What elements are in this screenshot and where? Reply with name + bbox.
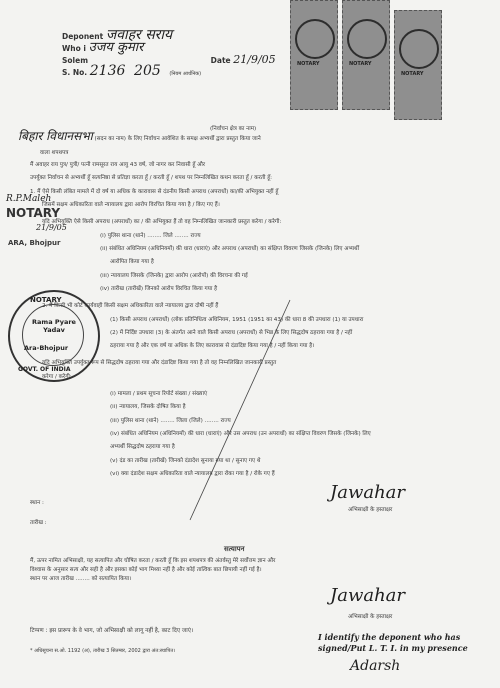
revenue-stamp-2: NOTARY [342,0,390,110]
body-line: अभ्यर्थी सिद्धदोष ठहराया गया है [110,444,175,451]
body-line: (i) मामला / प्रथम सूचना रिपोर्ट संख्या / संख्याएं [110,390,208,397]
body-line: (v) दंड का तारीख (तारीखें) जिनको दंडादेश सुनाया गया था / सुनाए गए थे [110,457,261,464]
body-line: आरोपित किया गया है [110,259,154,266]
place-label: स्थान : [30,500,44,506]
body-line: मैं अवाहर राय पुत्र/ पुत्री/ पत्नी रामसूरत राय आयु 43 वर्ष, जो नागर कर निवासी हूँ और [30,162,206,168]
deponent-signature-1: Jawahar [330,482,406,503]
body-line: 2. मैं किसी भी कोर्ट कार्यवाही किसी सक्षम अधिकारिता वाले न्यायालय द्वारा दोषी नहीं हैं [42,303,219,310]
revenue-stamp-3: NOTARY [394,10,442,120]
notary-word: NOTARY [6,206,61,220]
footer-note: टिप्पण : इस प्रारूप के वे भाग, जो अभिसाक्षी को लागू नहीं है, काट दिए जाएं। [30,628,194,634]
affidavit-line: वाला शपथपत्र [40,150,69,156]
verification-title: सत्यापन [224,545,245,553]
seal-name: Rama Pyare Yadav [32,318,76,334]
seal-place: Ara-Bhojpur [24,344,69,352]
body-line: (iv) संबंधित अधिनियम (अधिनियमों) की धारा (धाराएं) और उस अपराध (उन अपराधों) का संक्षिप्त विवरण जिसके (जिनके) लिए [110,431,371,437]
constituency-note: (निर्वाचन क्षेत्र का नाम) [210,126,257,132]
body-line: करेगा / करेगी: [42,373,72,380]
house-line: बिहार विधानसभा (सदन का नाम) के लिए निर्वाचन आवेशित के समक्ष अभ्यर्थी द्वारा प्रस्तुत किया जाने [18,129,261,143]
body-line: (2) में निर्दिष्ट उपधारा (3) के अंतर्गत आने वाले किसी अपराध (अपराधों) से भिन्न के लिए सिद्धदोष ठहराया गया है / नहीं [110,330,353,336]
seal-top-text: NOTARY [30,296,62,304]
body-line: (vi) क्या दंडादेश सक्षम अधिकारिता वाले न्यायालय द्वारा रोका गया है / रोके गए हैं [110,471,275,478]
identify-line-1: I identify the deponent who has [318,632,461,642]
body-line: (iv) तारीख (तारीखें) जिनको आरोप विरचित किया गया है [100,286,218,293]
body-line: (ii) संबंधित अधिनियम (अधिनियमों) की धारा (धाराएं) और अपराध (अपराधों) का संक्षिप्त विवरण जिसके (जिनके) लिए अभ्यर्थी [100,246,360,252]
seal-bottom-text: GOVT. OF INDIA [18,366,71,373]
notary-location: ARA, Bhojpur [8,239,61,247]
deponent-signature-2: Jawahar [330,585,406,606]
identify-line-2: signed/Put L. T. I. in my presence [318,643,468,653]
signature-caption-1: अभिसाक्षी के हस्ताक्षर [348,507,393,513]
body-line: (iii) पुलिस थाना (थाने) ........ जिला (जिले) ........ राज्य [110,417,231,424]
body-line: यदि अभियुक्ति ऐसे किसी अपराध (अपराधों) का / की अभियुक्त हैं तो वह निम्नलिखित जानकारी प्रस्तुत करेगा / करेगी: [42,219,282,226]
body-line: जिसमें सक्षम अधिकारिता वाले न्यायालय द्वारा आरोप विरचित किया गया है / किए गए हैं। [42,202,220,209]
verification-line-1: मैं, ऊपर नामित अभिसाक्षी, यह सत्यापित और घोषित करता / करती हूँ कि इस शपथपत्र की अंतर्वस्तु मेरे सर्वोत्तम ज्ञान और [30,558,276,564]
body-line: उपर्युक्त निर्वाचन से अभ्यर्थी हूँ सत्यनिष्ठा से प्रतिज्ञा करता हूँ / करती हूँ / शपथ पर निम्नलिखित कथन करता हूँ / करती हूँ: [30,175,273,182]
body-line: (i) पुलिस थाना (थाने) ........ जिले ........ राज्य [100,232,201,239]
body-line: (1) किसी अपराध (अपराधों) (लोक प्रतिनिधित्व अधिनियम, 1951 (1951 का 43) की धारा 8 की उपधारा (1) या उपधारा [110,316,364,323]
identifier-signature: Adarsh [350,658,401,674]
verification-line-3: स्थान पर आज तारीख ........ को सत्यापित किया। [30,576,132,582]
rp-mark: R.P.Maleh [6,194,52,204]
verification-line-2: विश्वास के अनुसार सत्य और सही है और इसका कोई भाग मिथ्या नहीं है और कोई तात्विक बात छिपायी नहीं गई है। [30,567,262,573]
body-line: यदि अभियुक्ति उपर्युक्त रूप से सिद्धदोष ठहराया गया और दंडादिष्ट किया गया है तो वह निम्नलिखित जानकारी प्रस्तुत [42,360,277,367]
revenue-stamp-1: NOTARY [290,0,338,110]
notary-date: 21/9/05 [36,223,67,232]
body-line: ठहराया गया है और एक वर्ष या अधिक के लिए कारावास से दंडादिष्ट किया गया है / नहीं किया गया है। [110,343,315,350]
deponent-stamp: Deponent जवाहर सराय Who i उजय कुमार Solem Date 21/9/05 S. No. 2136 205 (नियम आर्थनिक) [62,27,276,79]
date-label: तारीख : [30,520,47,526]
signature-caption-2: अभिसाक्षी के हस्ताक्षर [348,614,393,620]
body-line: (iii) न्यायालय जिसके (जिनके) द्वारा आरोप (आरोपों) की विरचना की गई [100,272,248,279]
body-line: 1. मैं ऐसे किसी लंबित मामले में दो वर्ष या अधिक के कारावास से दंडनीय किसी अपराध (अपराधों) का/की अभियुक्त नहीं हूँ [30,188,279,195]
body-line: (ii) न्यायालय, जिसके दोषित किया है [110,404,186,411]
footer-footnote: * अधिसूचना स.ओ. 1192 (अ), तारीख 3 सितम्बर, 2002 द्वारा अंत:स्थापित। [30,648,176,654]
